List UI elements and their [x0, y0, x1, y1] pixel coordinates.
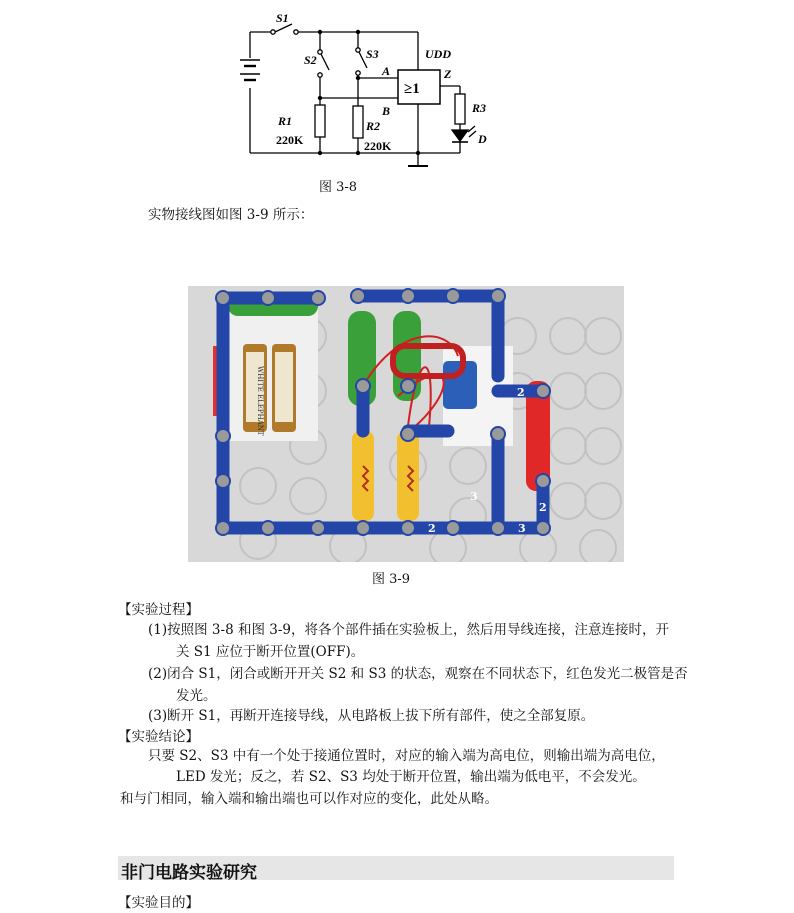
label-r2: R2	[366, 119, 381, 133]
label-b: B	[382, 104, 391, 118]
step-1-line-2: 关 S1 应位于断开位置(OFF)。	[176, 644, 365, 660]
label-r1-value: 220K	[276, 133, 304, 147]
circuit-diagram	[230, 8, 510, 176]
gate-symbol: ≥1	[404, 81, 420, 97]
label-z: Z	[444, 67, 452, 81]
circuit-photo	[188, 286, 624, 562]
intro-line: 实物接线图如图 3-9 所示：	[148, 207, 314, 223]
step-3: (3)断开 S1，再断开连接导线，从电路板上拔下所有部件，使之全部复原。	[148, 708, 595, 724]
battery-text: WHITE ELEPHANT	[256, 366, 264, 436]
label-s2: S2	[304, 53, 317, 67]
marker-3a: 3	[518, 522, 526, 535]
label-r2-value: 220K	[364, 139, 392, 153]
figure-3-9-caption: 图 3-9	[372, 572, 411, 587]
step-2-line-1: (2)闭合 S1，闭合或断开开关 S2 和 S3 的状态，观察在不同状态下，红色发光二极管是否	[148, 666, 688, 682]
marker-2b: 2	[428, 522, 436, 535]
conclusion-heading: 【实验结论】	[118, 729, 199, 745]
procedure-heading: 【实验过程】	[118, 602, 199, 618]
label-d: D	[478, 132, 487, 146]
step-2-line-2: 发光。	[176, 688, 217, 704]
purpose-heading: 【实验目的】	[118, 895, 199, 911]
label-udd: UDD	[425, 47, 451, 61]
section-title: 非门电路实验研究	[121, 863, 257, 883]
marker-2c: 2	[539, 501, 547, 514]
marker-3b: 3	[470, 490, 478, 503]
label-s1: S1	[276, 11, 289, 25]
step-1-line-1: (1)按照图 3-8 和图 3-9，将各个部件插在实验板上，然后用导线连接，注意连接时，开	[148, 622, 669, 638]
conclusion-line-3: 和与门相同，输入端和输出端也可以作对应的变化，此处从略。	[120, 791, 498, 807]
label-a: A	[382, 64, 391, 78]
figure-3-8-caption: 图 3-8	[319, 180, 358, 195]
conclusion-line-2: LED 发光；反之，若 S2、S3 均处于断开位置，输出端为低电平，不会发光。	[176, 769, 646, 785]
conclusion-line-1: 只要 S2、S3 中有一个处于接通位置时，对应的输入端为高电位，则输出端为高电位，	[148, 748, 665, 764]
label-r3: R3	[472, 101, 487, 115]
marker-2a: 2	[517, 386, 525, 399]
label-s3: S3	[366, 47, 379, 61]
label-r1: R1	[278, 114, 293, 128]
